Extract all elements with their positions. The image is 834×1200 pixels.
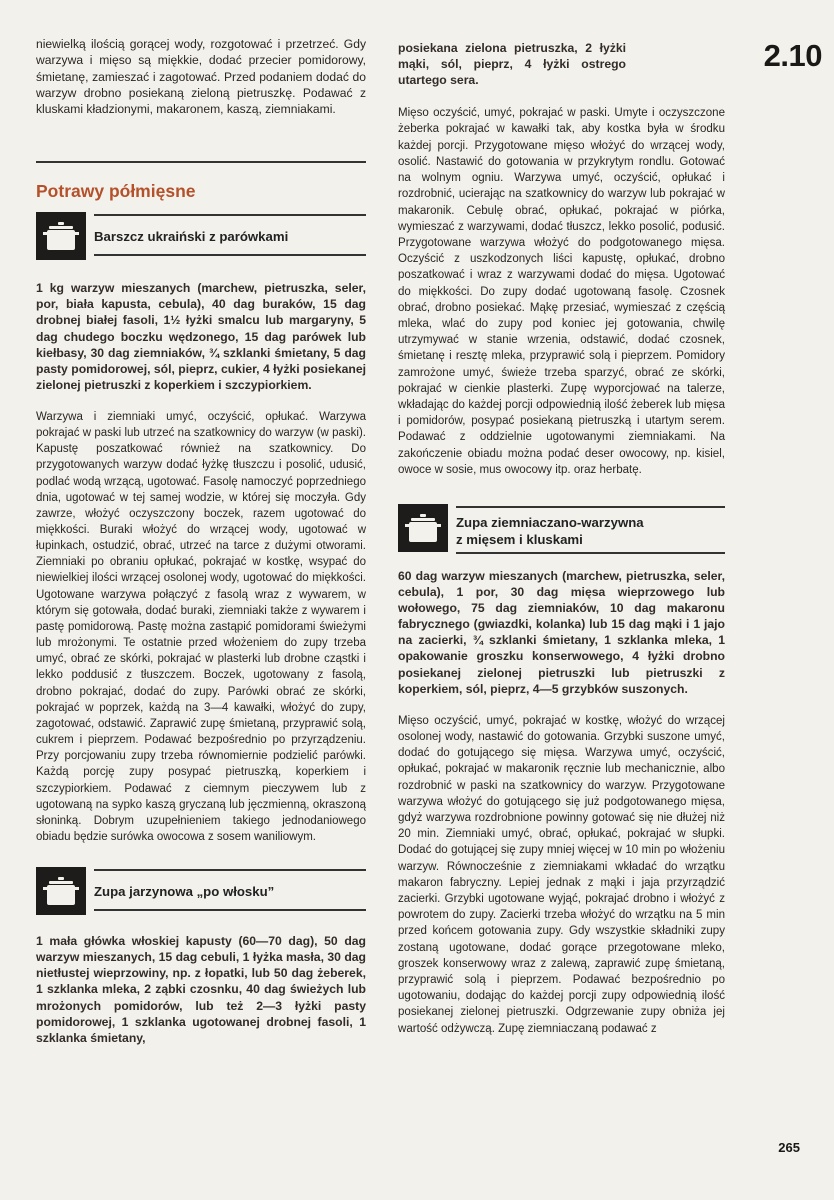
pot-icon [398, 504, 448, 552]
recipe-header-barszcz [36, 212, 366, 268]
method-barszcz: Warzywa i ziemniaki umyć, oczyścić, opłukać. Warzywa pokrajać w paski lub utrzeć na szatkownicy do warzyw (w paski). Kapustę poszatkować również na szatkownicy. Do przygotowanych warzyw dodać łyżkę tłuszczu i posolić, udusić, podlać wodą wrzącą, ugotować. Fasolę namoczyć poprzedniego dnia, ugotować w tej samej wodzie, w której się moczyła. Gdy zawrze, włożyć oczyszczony boczek, razem ugotować do miękkości. Buraki włożyć do wrzącej wody, ugotować w łupinkach, ostudzić, obrać, utrzeć na tarce z dużymi otworami. Ziemniaki po obraniu opłukać, pokrajać w kostkę, wsypać do niewielkiej ilości wrzącej osolonej wody, ugotować do miękkości. Ugotowane warzywa połączyć z fasolą wraz z wywarem, w którym się gotowała, dodać buraki, ziemniaki także z wywarem i pastę pomidorową. Pastę można zastąpić pomidorami świeżymi lub mrożonymi. Te ostatnie przed włożeniem do zupy trzeba umyć, obrać ze skórki, pokrajać w plasterki lub drobne cząstki i lekko poddusić z tłuszczem. Boczek, ugotowany z fasolą, drobno pokrajać, dodać do zupy. Parówki obrać ze skórki, pokrajać w poprzek, każdą na 3—4 kawałki, włożyć do zupy, zagotować, odstawić. Zaprawić zupę śmietaną, przyprawić solą, cukrem i pieprzem. Podawać bezpośrednio po przyrządzeniu. Przy porcjowaniu zupy trzeba równomiernie podzielić parówki. Każdą porcję zupy posypać pietruszką, koperkiem i szczypiorkiem. Podawać z ciemnym pieczywem lub z ugotowaną na sypko kaszą gryczaną lub jęczmienną, okraszoną słoninką. Dobrym uzupełnieniem takiego jednodaniowego obiadu będzie surówka owocowa z sosem waniliowym. [36, 410, 366, 843]
ingredients-jarzynowa-continued: posiekana zielona pietruszka, 2 łyżki mąki, sól, pieprz, 4 łyżki ostrego utartego sera. [398, 41, 626, 88]
page-number: 265 [778, 1140, 800, 1155]
pot-icon [36, 867, 86, 915]
recipe-title-barszcz: Barszcz ukraiński z parówkami [94, 212, 366, 256]
left-column [36, 36, 366, 1046]
intro-text: niewielką ilością gorącej wody, rozgotować i przetrzeć. Gdy warzywa i mięso są miękkie, dodać przecier pomidorowy, śmietanę, zamieszać i zagotować. Przed podaniem dodać do warzyw drobno posiekaną zieloną pietruszkę. Podawać z kluskami kładzionymi, makaronem, kaszą, ziemniakami. [36, 37, 366, 116]
recipe-header-ziemniaczana [398, 504, 725, 560]
ingredients-ziemniaczana: 60 dag warzyw mieszanych (marchew, pietruszka, seler, cebula), 1 por, 30 dag mięsa wieprzowego lub wołowego, 75 dag ziemniaków, 10 dag makaronu fabrycznego (gwiazdki, kolanka) lub 15 dag mąki i 1 jajo na zacierki, ¾ szklanki śmietany, 1 szklanka mleka, 1 opakowanie groszku konserwowego, 4 łyżki drobno posiekanej zielonej pietruszki lub pietruszki z koperkiem, sól, pieprz, 4—5 grzybków suszonych. [398, 568, 725, 696]
section-title: Potrawy półmięsne [36, 181, 196, 202]
recipe-title-ziemniaczana: Zupa ziemniaczano-warzywna z mięsem i kluskami [456, 504, 725, 554]
section-divider [36, 161, 366, 163]
method-jarzynowa: Mięso oczyścić, umyć, pokrajać w paski. Umyte i oczyszczone żeberka pokrajać w kawałki tak, aby kostka była w środku każdej porcji. Przygotowane mięso włożyć do wrzącej wody, osolić. Nastawić do gotowania w przykrytym rondlu. Gotować na wolnym ogniu. Warzywa umyć, oczyścić, opłukać i rozdrobnić, ucierając na szatkownicy do warzyw lub pokrajać w makaronik. Cebulę obrać, opłukać, pokrajać w piórka, wymieszać z warzywami, dodać tłuszcz, lekko posolić, podusić. Przygotowane warzywa włożyć do podgotowanego mięsa. Oczyścić z uszkodzonych liści kapustę, opłukać, drobno poszatkować i wraz z warzywami dodać do mięsa. Ugotować do miękkości. Do zupy dodać ugotowaną fasolę. Czosnek obrać, drobno posiekać. Mąkę przesiać, wymieszać z częścią mleka, wlać do zupy pod koniec jej gotowania, chwilę utrzymywać w stanie wrzenia, odstawić, dodać czosnek, śmietanę i resztę mleka, przyprawić solą i pieprzem. Pomidory zamrożone umyć, świeże trzeba sparzyć, obrać ze skórki, pokrajać w cienkie plasterki. Zupę wyporcjować na talerze, wkładając do każdej porcji odpowiednią ilość żeberek lub mięsa i pomidorów, posypać posiekaną pietruszką i utartym serem. Podawać z oddzielnie ugotowanymi ziemniakami. Na zakończenie obiadu można podać deser owocowy, np. kisiel, owoce w sosie, mus owocowy itp. oraz herbatę. [398, 107, 725, 476]
recipe-title-jarzynowa: Zupa jarzynowa „po włosku” [94, 867, 366, 911]
pot-icon [36, 212, 86, 260]
recipe-header-jarzynowa [36, 867, 366, 923]
ingredients-barszcz: 1 kg warzyw mieszanych (marchew, pietruszka, seler, por, biała kapusta, cebula), 40 dag buraków, 15 dag drobnej białej fasoli, 1½ łyżki smalcu lub margaryny, 5 dag chudego boczku wędzonego, 15 dag parówek lub kiełbasy, 30 dag ziemniaków, ¾ szklanki śmietany, 5 dag pasty pomidorowej, sól, pieprz, cukier, 4 łyżki posiekanej zielonej pietruszki z koperkiem i szczypiorkiem. [36, 281, 366, 392]
right-column [398, 36, 725, 1037]
section-badge: 2.10 [763, 38, 822, 73]
method-ziemniaczana: Mięso oczyścić, umyć, pokrajać w kostkę, włożyć do wrzącej osolonej wody, nastawić do gotowania. Grzybki suszone umyć, dodać do gotującego się mięsa. Warzywa umyć, oczyścić, opłukać, pokrajać w makaronik ręcznie lub mechanicznie, albo rozdrobnić w paski na szatkownicy do warzyw. Przygotowane warzywa włożyć do gotującego się już podgotowanego mięsa, gdyż warzywa rozdrobnione powinny gotować się nie dłużej niż 20 min. Ziemniaki umyć, obrać, opłukać, pokrajać w słupki. Dodać do gotującej się zupy mniej więcej w 10 min po włożeniu warzyw. Równocześnie z ziemniakami wkładać do wrzątku makaron fabryczny. Lepiej jednak z mąki i jaja przyrządzić zacierki. Grzybki ugotowane wyjąć, pokrajać drobno i włożyć z powrotem do zupy. Zacierki trzeba włożyć do wrzątku na 5 min przed końcem gotowania zupy. Gdy wszystkie składniki zupy zostaną ugotowane, dodać gorące przegotowane mleko, groszek konserwowy wraz z zalewą, zaprawić zupę śmietaną, przyprawić solą i pieprzem. Podawać bezpośrednio po ugotowaniu, dodając do każdej porcji zupy odpowiednią ilość posiekanej zielonej pietruszki. Odgrzewanie zupy obniża jej wartość odżywczą. Zupę ziemniaczaną podawać z [398, 714, 725, 1035]
ingredients-jarzynowa: 1 mała główka włoskiej kapusty (60—70 dag), 50 dag warzyw mieszanych, 15 dag cebuli, 1 łyżka masła, 30 dag nietłustej wieprzowiny, np. z łopatki, lub 50 dag żeberek, 1 szklanka mleka, 2 ząbki czosnku, 40 dag świeżych lub mrożonych pomidorów, lub też 2—3 łyżki pasty pomidorowej, 1 szklanka ugotowanej drobnej fasoli, 1 szklanka śmietany, [36, 934, 366, 1045]
